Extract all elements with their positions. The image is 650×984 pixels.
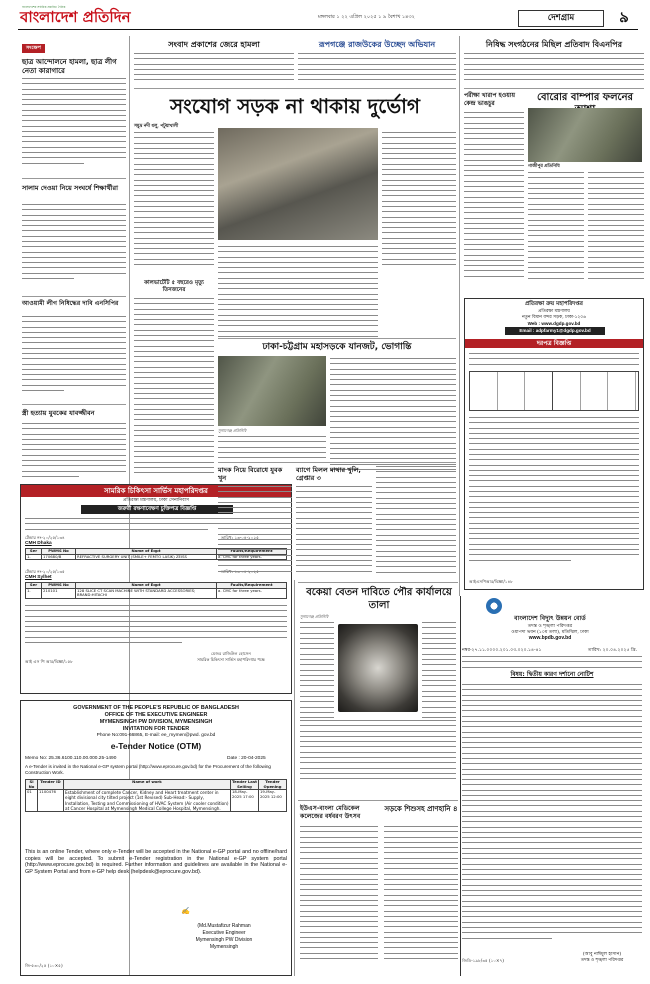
- brief-headline-1: ছাত্র আন্দোলনে হামলা, ছাত্র লীগ নেতা কারাগারে: [22, 58, 117, 75]
- headline-attack: সংবাদ প্রকাশের জেরে হামলা: [168, 40, 260, 49]
- cmh-sylhet-table: Ser PWMS No Name of Eqpt Faults/Requirement 1. 210101 128 SLICE CT SCAN MACHINE WITH STANDARD ACCESSORIES; BRAND:HITACHI a. CMC for three years.: [25, 582, 287, 599]
- bpdb-heading: বিষয়: দ্বিতীয় কারণ দর্শানো নোটিশ: [510, 671, 594, 678]
- brief-headline-2: সালাম দেওয়া নিয়ে সংঘর্ষে শিক্ষার্থীরা: [22, 184, 118, 192]
- pwd-sign-name: (Md.Mustafizur Rahman: [197, 923, 251, 929]
- headline-road-death: সড়কে শিশুসহ প্রাণহানি ৪: [384, 805, 458, 813]
- pwd-memo: Memo No: 25.36.6100.110.00.000.25-1490: [25, 756, 117, 761]
- pwd-sign-place: Mymensingh: [209, 944, 239, 950]
- headline-bnp-protest: নিষিদ্ধ সংগঠনের মিছিল প্রতিবাদ বিএনপির: [485, 40, 623, 49]
- masthead: [18, 6, 638, 30]
- bpdb-sign-title: তদন্ত ও শৃঙ্খলা পরিদপ্তর: [580, 958, 624, 963]
- pwd-gov: GOVERNMENT OF THE PEOPLE'S REPUBLIC OF BANGLADESH: [73, 705, 239, 711]
- pwd-sign-office: Mymensingh PW Division: [195, 937, 253, 943]
- paddy-photo: [528, 108, 642, 162]
- pwd-phone: Phone No:091-66865, E-mail: ee_mymen@pwd. gov.bd: [96, 733, 216, 738]
- bpdb-notice: [298, 596, 644, 976]
- headline-unpaid-salary: বকেয়া বেতন দাবিতে পৌর কার্যালয়ে তালা: [306, 587, 452, 611]
- pwd-etender-notice: [20, 700, 292, 976]
- bpdb-addr: ওয়াপদা ভবন (১০ম তলা), মতিঝিল, ঢাকা: [511, 630, 589, 635]
- pwd-intro: A e-Tender is invited in the National e-GP system portal (http://www.eprocure.gov.bd) for the Procurement of the following Construction Work.: [25, 764, 271, 775]
- dgdp-tender-notice: [464, 298, 644, 590]
- dgdp-heading: দরপত্র বিজ্ঞপ্তি: [465, 339, 643, 348]
- brief-headline-4: স্ত্রী হত্যায় যুবকের যাবজ্জীবন: [22, 409, 95, 417]
- pay-byline: সুনামগঞ্জ প্রতিনিধি: [300, 614, 329, 619]
- subhead-culvert: কালভার্টেটি ৫ বছরেও মৃত্যু তিনজনের: [144, 280, 204, 294]
- bpdb-title: বাংলাদেশ বিদ্যুৎ উন্নয়ন বোর্ড: [514, 615, 586, 622]
- main-byline: সমুদ্র নদী ধলু, পটুয়াখালী: [134, 124, 179, 129]
- photo-caption: সুনামগঞ্জ প্রতিনিধি: [218, 428, 247, 433]
- dgdp-item-table: [469, 371, 639, 411]
- table-row: 1. 170680/B REFRACTIVE SURGERY UNIT (SMILE+ FEMTO LASIK) ZEISS a. CMC for three years.: [26, 554, 287, 560]
- main-headline: সংযোগ সড়ক না থাকায় দুর্ভোগ: [169, 94, 421, 118]
- headline-drug-dispute: মাদক নিয়ে বিরোধে যুবক খুন: [218, 466, 283, 482]
- brief-headline-3: আওয়ামী লীগ নিষিদ্ধের দাবি এনসিপির: [22, 300, 119, 307]
- headline-skull: ব্যাগে মিলল মাথার খুলি, গ্রেপ্তার ৩: [296, 466, 361, 482]
- th-ser: Ser: [26, 549, 42, 555]
- brief-body-2: [22, 204, 126, 283]
- pwd-invitation: INVITATION FOR TENDER: [122, 726, 190, 732]
- traffic-photo: [218, 356, 326, 426]
- logo-tagline: বাংলাদেশের সর্বাধিক প্রচারিত দৈনিক: [22, 5, 66, 9]
- cmh-dhaka-label: CMH Dhaka: [25, 541, 52, 546]
- pwd-signature: ✍: [181, 907, 190, 915]
- pwd-circle: MYMENSINGH PW DIVISION, MYMENSINGH: [99, 719, 213, 725]
- pwd-footer: This is an online Tender, where only e-Tender will be accepted in the National e-GP portal and no offline/hard copies will be accepted. To submit e-Tender registration in the National e-GP system portal (http://www.eprocure.gov.bd) is required. Further information and guidelines are available in the National e-GP System Portal and from e-GP help desk (helpdesk@eprocure.gov.bd).: [25, 849, 287, 875]
- bpdb-logo: [486, 598, 502, 614]
- pwd-memo-date: Date : 20-04-2025: [227, 756, 266, 761]
- bpdb-memo: নম্বর-২৭.১১.০০০০.২০১.০৩.০২০.১৪-৪১: [462, 648, 542, 653]
- pwd-tender-table: Sl No Tender ID Name of work Tender Last Selling Tender Opening 01 1100476 Establishment of complete Cancer, Kidney and Heart treatment center in eight divisional city tilted project (1st Revised) Sub-Head:- Supply, Installation, Testing and Commissioning of HVAC System (Air cooler condition) at Cancer Hospital at Mymensingh Medical College Hospital, Mymensingh. 18-May-2025 17:00 19-May-2025 12:00: [25, 779, 287, 812]
- pwd-code: জি-৫৩০/২৫ (১০×৫): [25, 963, 63, 968]
- headline-rajuk: রূপগঞ্জে রাজউকের উচ্ছেদ অভিযান: [318, 40, 436, 49]
- cmh-date-2: তারিখ: ১৩-০৪-২০২৫: [221, 569, 259, 574]
- bpdb-sign: (আবু নাঈমুল হাসান): [582, 952, 622, 957]
- dgdp-addr: নতুন বিমান বন্দর সড়ক, ঢাকা-১২০৬: [521, 315, 587, 320]
- cmh-code: আই এস পি আর/বিজ্ঞা/১৫৮: [25, 659, 73, 664]
- bpdb-sub: তদন্ত ও শৃঙ্খলা পরিদপ্তর: [527, 624, 573, 629]
- cmh-ref-1: টেন্ডার নং-২০/২৫/১৩৪: [25, 535, 65, 540]
- brief-body-4: [22, 423, 126, 481]
- dgdp-web: Web : www.dgdp.gov.bd: [527, 321, 581, 326]
- dateline: মঙ্গলবার ১ ২২ এপ্রিল ২০২৫ ১ ৯ বৈশাখ ১৪৩২: [318, 14, 415, 20]
- pwd-sign-title: Executive Engineer: [202, 930, 246, 936]
- brief-body-1: [22, 78, 126, 168]
- dgdp-code: আইএসপিআর/বিজ্ঞা/১৪৮: [469, 579, 513, 584]
- cmh-ref-2: টেন্ডার নং-২০/২৫/১৩৫: [25, 569, 65, 574]
- table-row: 1. 210101 128 SLICE CT SCAN MACHINE WITH STANDARD ACCESSORIES; BRAND:HITACHI a. CMC for three years.: [26, 588, 287, 598]
- bpdb-web: www.bpdb.gov.bd: [528, 635, 572, 641]
- headline-boro-harvest: বোরোর বাম্পার ফলনের: [536, 92, 634, 103]
- pwd-notice-title: e-Tender Notice (OTM): [110, 741, 202, 751]
- brief-body-3: [22, 316, 126, 395]
- cmh-notice-sub: প্রতিরক্ষা মন্ত্রণালয়, ঢাকা সেনানিবাস: [122, 498, 190, 503]
- cmh-date-1: তারিখ: ১৩-০৪-২০২৫: [221, 535, 259, 540]
- th-faults: Faults/Requirement: [217, 549, 287, 555]
- road-photo: [218, 128, 378, 240]
- dgdp-email: Email : adpfarmy1@dgdp.gov.bd: [505, 327, 605, 335]
- th-eqpt: Name of Eqpt: [76, 549, 217, 555]
- section-title: দেশগ্রাম: [518, 10, 604, 27]
- newspaper-logo: বাংলাদেশ প্রতিদিন: [20, 8, 131, 26]
- th-pwms: PWMS No: [42, 549, 76, 555]
- brief-tag: সংক্ষেপ: [22, 44, 45, 53]
- cmh-notice-title: সামরিক চিকিৎসা সার্ভিস মহাপরিদপ্তর: [21, 485, 291, 497]
- cmh-notice-heading: জরুরী রক্ষণাবেক্ষণ চুক্তিপত্র বিজ্ঞপ্তি: [81, 505, 233, 514]
- cmh-sylhet-label: CMH Sylhet: [25, 575, 52, 580]
- cmh-sign-title: সামরিক চিকিৎসা সার্ভিস মহাপরিদপ্তর পক্ষে: [197, 657, 265, 662]
- headline-exam-vandalism: পরীক্ষা খারাপ হওয়ায় কেন্দ্র ভাঙচুর: [464, 92, 516, 107]
- dgdp-sub: প্রতিরক্ষা মন্ত্রণালয়: [538, 309, 570, 314]
- dgdp-title: প্রতিরক্ষা ক্রয় মহাপরিদপ্তর: [525, 301, 583, 307]
- bpdb-code: জিডি-১৯৮/৩৫ (১০×৭): [462, 958, 504, 963]
- boro-byline: গাজীপুর প্রতিনিধি: [528, 164, 560, 169]
- page-number: ৯: [619, 8, 629, 26]
- headline-dhaka-highway: ঢাকা-চট্টগ্রাম মহাসড়কে যানজট, ভোগান্তি: [262, 342, 412, 352]
- headline-college: ইউএস-বাংলা মেডিকেল কলেজের বর্ষবরণ উৎসব: [300, 805, 361, 820]
- pwd-office: OFFICE OF THE EXECUTIVE ENGINEER: [104, 712, 208, 718]
- table-row: 01 1100476 Establishment of complete Cancer, Kidney and Heart treatment center in eight divisional city tilted project (1st Revised) Sub-Head:- Supply, Installation, Testing and Commissioning of HVAC System (Air cooler condition) at Cancer Hospital at Mymensingh Medical College Hospital, Mymensingh. 18-May-2025 17:00 19-May-2025 12:00: [26, 790, 287, 812]
- cmh-sign: মেজর রাজিউল হোসেন: [211, 651, 251, 656]
- bpdb-date: তারিখ: ২০.০৪.২০২৫ খ্রি.: [588, 648, 638, 653]
